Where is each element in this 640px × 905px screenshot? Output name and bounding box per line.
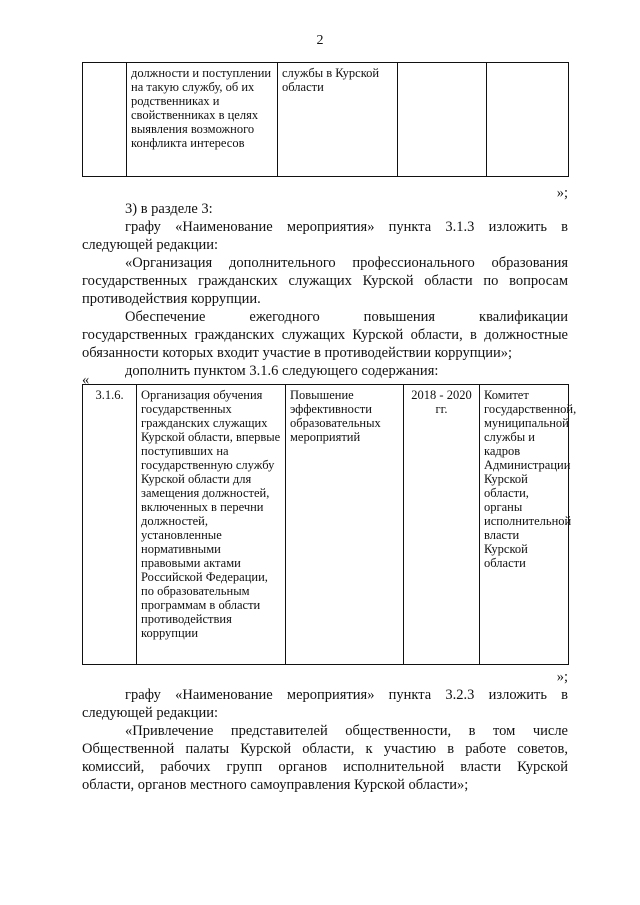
table-row bbox=[83, 63, 569, 177]
table-cell-term: 2018 - 2020 гг. bbox=[404, 385, 480, 665]
closing-quote-2: »; bbox=[556, 669, 568, 685]
paragraph-line: государственных гражданских служащих Курской области, в должностные bbox=[82, 327, 568, 343]
page-number: 2 bbox=[316, 33, 324, 48]
paragraph-line: графу «Наименование мероприятия» пункта 3.2.3 изложить в bbox=[125, 687, 568, 703]
table-cell-executor bbox=[487, 63, 569, 177]
table-cell-activity: должности и поступлении на такую службу, об их родственниках и свойственниках в целях выявления возможного конфликта интересов bbox=[127, 63, 278, 177]
opening-quote: « bbox=[82, 372, 90, 388]
paragraph-line: государственных гражданских служащих Курской области по вопросам bbox=[82, 273, 568, 289]
paragraph-line: области, органов местного самоуправления Курской области»; bbox=[82, 777, 469, 793]
table-cell-activity: Организация обучения государственных гражданских служащих Курской области, впервые поступивших на государственную службу Курской области для замещения должностей, включенных в перечни должностей, установленные нормативными правовыми актами Российской Федерации, по образовательным программам в области противодействия коррупции bbox=[137, 385, 286, 665]
table-cell-result: службы в Курской области bbox=[278, 63, 398, 177]
paragraph-line: комиссий, рабочих групп органов исполнительной власти Курской bbox=[82, 759, 568, 775]
paragraph-line: дополнить пунктом 3.1.6 следующего содержания: bbox=[125, 363, 439, 379]
paragraph-line: обязанности которых входит участие в противодействии коррупции»; bbox=[82, 345, 513, 361]
paragraph-line: противодействия коррупции. bbox=[82, 291, 261, 307]
paragraph-line: «Привлечение представителей общественности, в том числе bbox=[125, 723, 568, 739]
table-cell-executor: Комитет государственной, муниципальной службы и кадров Администрации Курской области, органы исполнительной власти Курской области bbox=[480, 385, 569, 665]
paragraph-line: следующей редакции: bbox=[82, 237, 219, 253]
table-continued bbox=[82, 62, 569, 177]
paragraph-line: Общественной палаты Курской области, к участию в работе советов, bbox=[82, 741, 568, 757]
paragraph-line: следующей редакции: bbox=[82, 705, 219, 721]
paragraph-line: графу «Наименование мероприятия» пункта 3.1.3 изложить в bbox=[125, 219, 568, 235]
paragraph-line: Обеспечение ежегодного повышения квалификации bbox=[125, 309, 568, 325]
table-row bbox=[83, 385, 569, 665]
paragraph-line: «Организация дополнительного профессионального образования bbox=[125, 255, 568, 271]
table-cell-number: 3.1.6. bbox=[83, 385, 137, 665]
table-cell-result: Повышение эффективности образовательных мероприятий bbox=[286, 385, 404, 665]
closing-quote-1: »; bbox=[556, 185, 568, 201]
table-cell-number bbox=[83, 63, 127, 177]
table-new-item bbox=[82, 384, 577, 665]
table-cell-term bbox=[398, 63, 487, 177]
section-heading: 3) в разделе 3: bbox=[125, 201, 213, 217]
